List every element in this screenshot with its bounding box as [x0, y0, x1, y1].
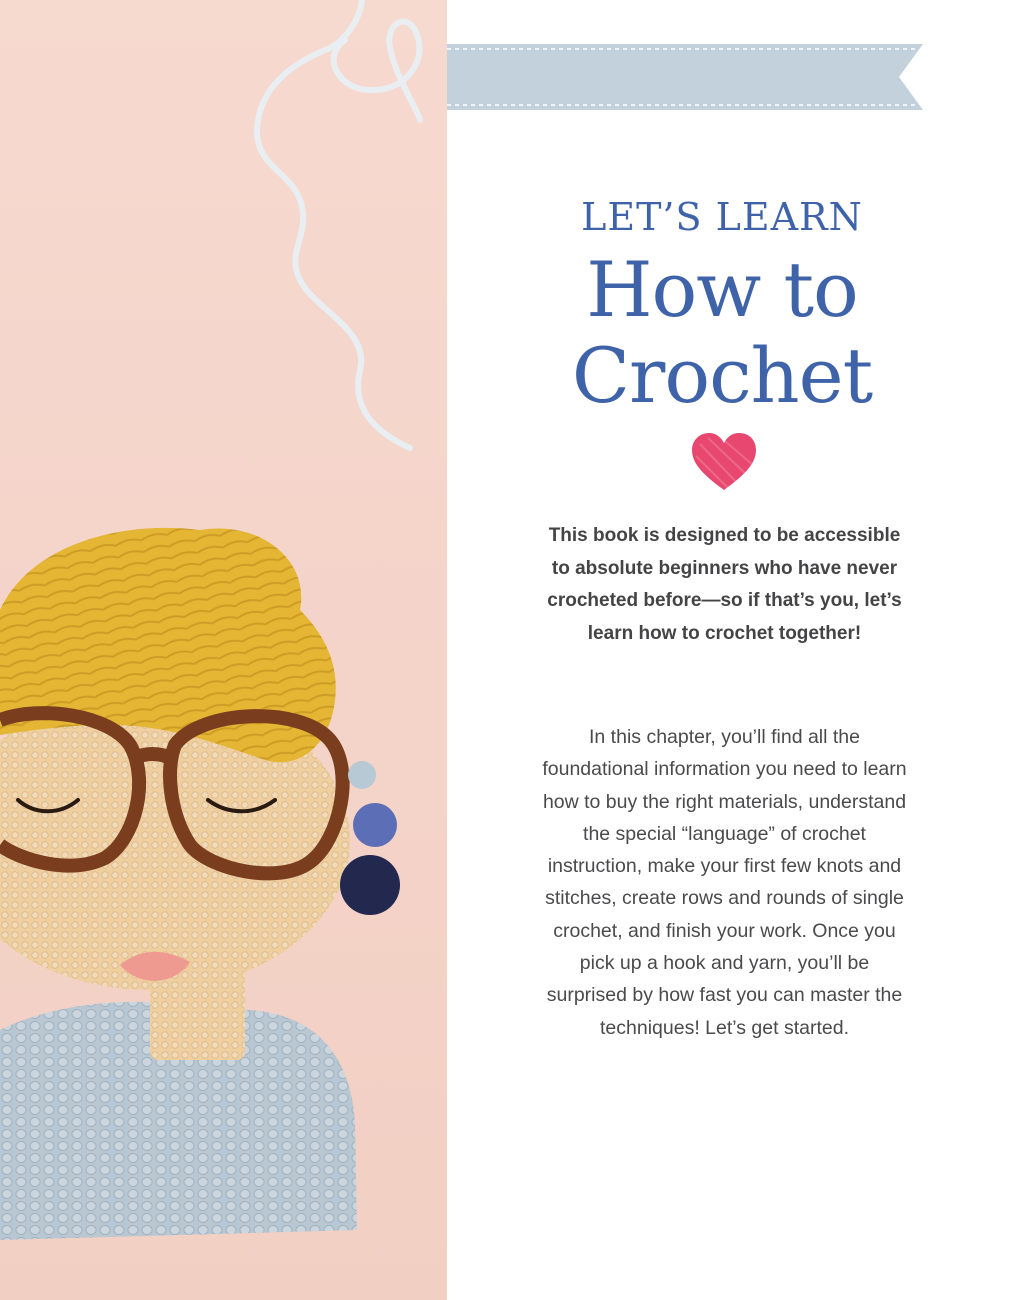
chapter-title-line-2: Crochet	[571, 331, 873, 420]
text-panel	[447, 0, 1011, 1300]
chapter-eyebrow: LET’S LEARN	[581, 195, 863, 239]
body-paragraph: In this chapter, you’ll find all the foundational information you need to learn how to buy the right materials, understand the special “language” of crochet instruction, make your first few knots and stitches, create rows and rounds of single crochet, and finish your work. Once you pick up a hook and yarn, you’ll be surprised by how fast you can master the techniques! Let’s get started.	[542, 726, 907, 1039]
chapter-title-line-1: How to	[586, 245, 858, 334]
yarn-heart-icon	[688, 430, 760, 494]
intro-paragraph: This book is designed to be accessible to absolute beginners who have never crocheted before—so if that’s you, let’s learn how to crochet together!	[547, 525, 902, 644]
crochet-photo-panel	[0, 0, 447, 1300]
earring-top	[348, 761, 376, 789]
ribbon-banner	[447, 44, 923, 110]
earring-bottom	[340, 855, 400, 915]
earring-middle	[353, 803, 397, 847]
crochet-portrait-illustration	[0, 0, 447, 1300]
